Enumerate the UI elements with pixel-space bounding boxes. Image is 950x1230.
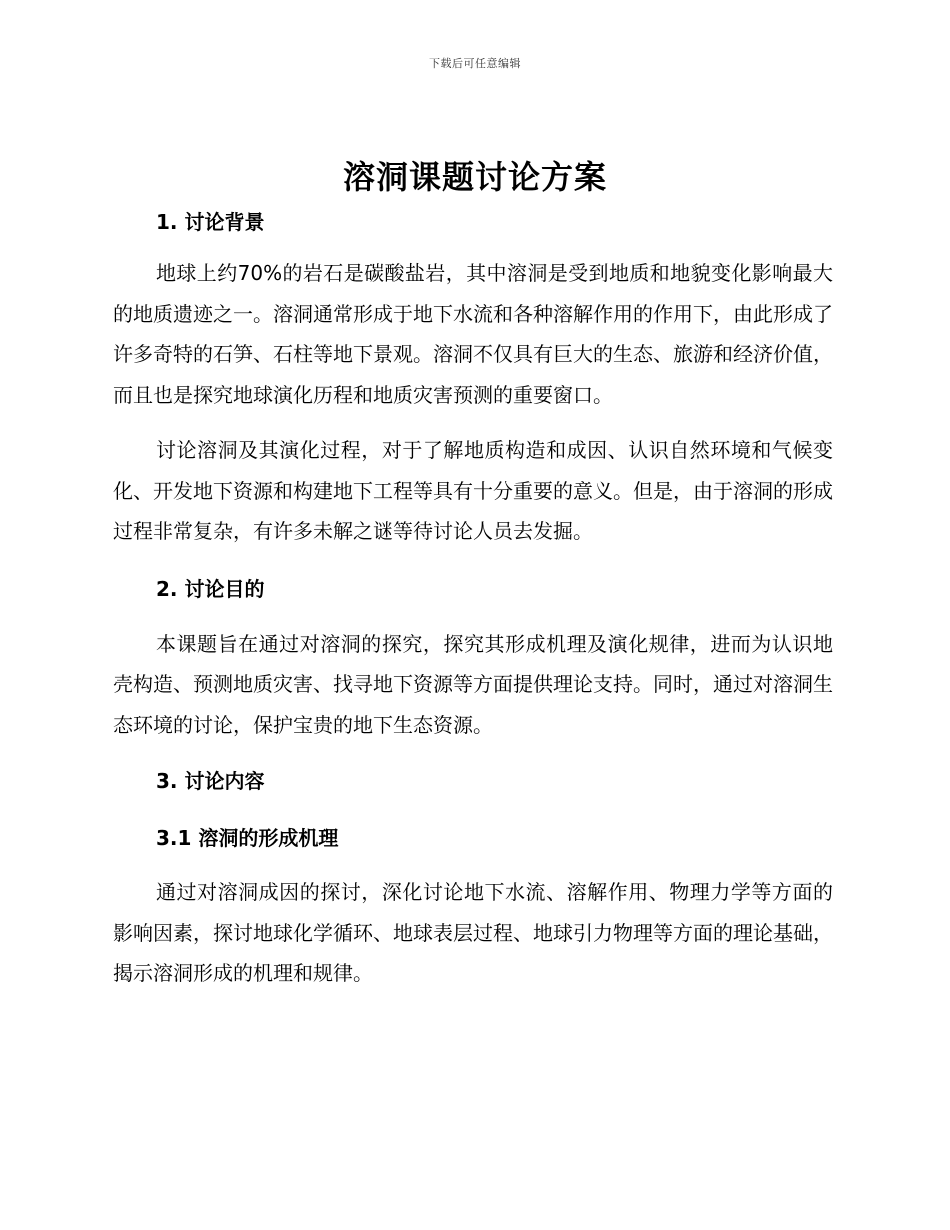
section-heading-content: 3. 讨论内容 xyxy=(156,769,265,793)
header-note: 下载后可任意编辑 xyxy=(429,57,521,70)
background-paragraph-2: 讨论溶洞及其演化过程，对于了解地质构造和成因、认识自然环境和气候变化、开发地下资源和构建地下工程等具有十分重要的意义。但是，由于溶洞的形成过程非常复杂，有许多未解之谜等待讨论人员去发掘。 xyxy=(113,438,833,543)
formation-paragraph: 通过对溶洞成因的探讨，深化讨论地下水流、溶解作用、物理力学等方面的影响因素，探讨地球化学循环、地球表层过程、地球引力物理等方面的理论基础，揭示溶洞形成的机理和规律。 xyxy=(113,880,833,985)
document-body xyxy=(113,200,833,994)
background-paragraph-1: 地球上约70%的岩石是碳酸盐岩，其中溶洞是受到地质和地貌变化影响最大的地质遗迹之一。溶洞通常形成于地下水流和各种溶解作用的作用下，由此形成了许多奇特的石笋、石柱等地下景观。溶洞不仅具有巨大的生态、旅游和经济价值，而且也是探究地球演化历程和地质灾害预测的重要窗口。 xyxy=(113,261,833,407)
section-heading-purpose: 2. 讨论目的 xyxy=(156,576,265,601)
document-title: 溶洞课题讨论方案 xyxy=(342,158,607,196)
subsection-heading-formation: 3.1 溶洞的形成机理 xyxy=(156,826,339,850)
section-heading-background: 1. 讨论背景 xyxy=(156,210,265,234)
purpose-paragraph: 本课题旨在通过对溶洞的探究，探究其形成机理及演化规律，进而为认识地壳构造、预测地质灾害、找寻地下资源等方面提供理论支持。同时，通过对溶洞生态环境的讨论，保护宝贵的地下生态资源。 xyxy=(113,631,833,737)
